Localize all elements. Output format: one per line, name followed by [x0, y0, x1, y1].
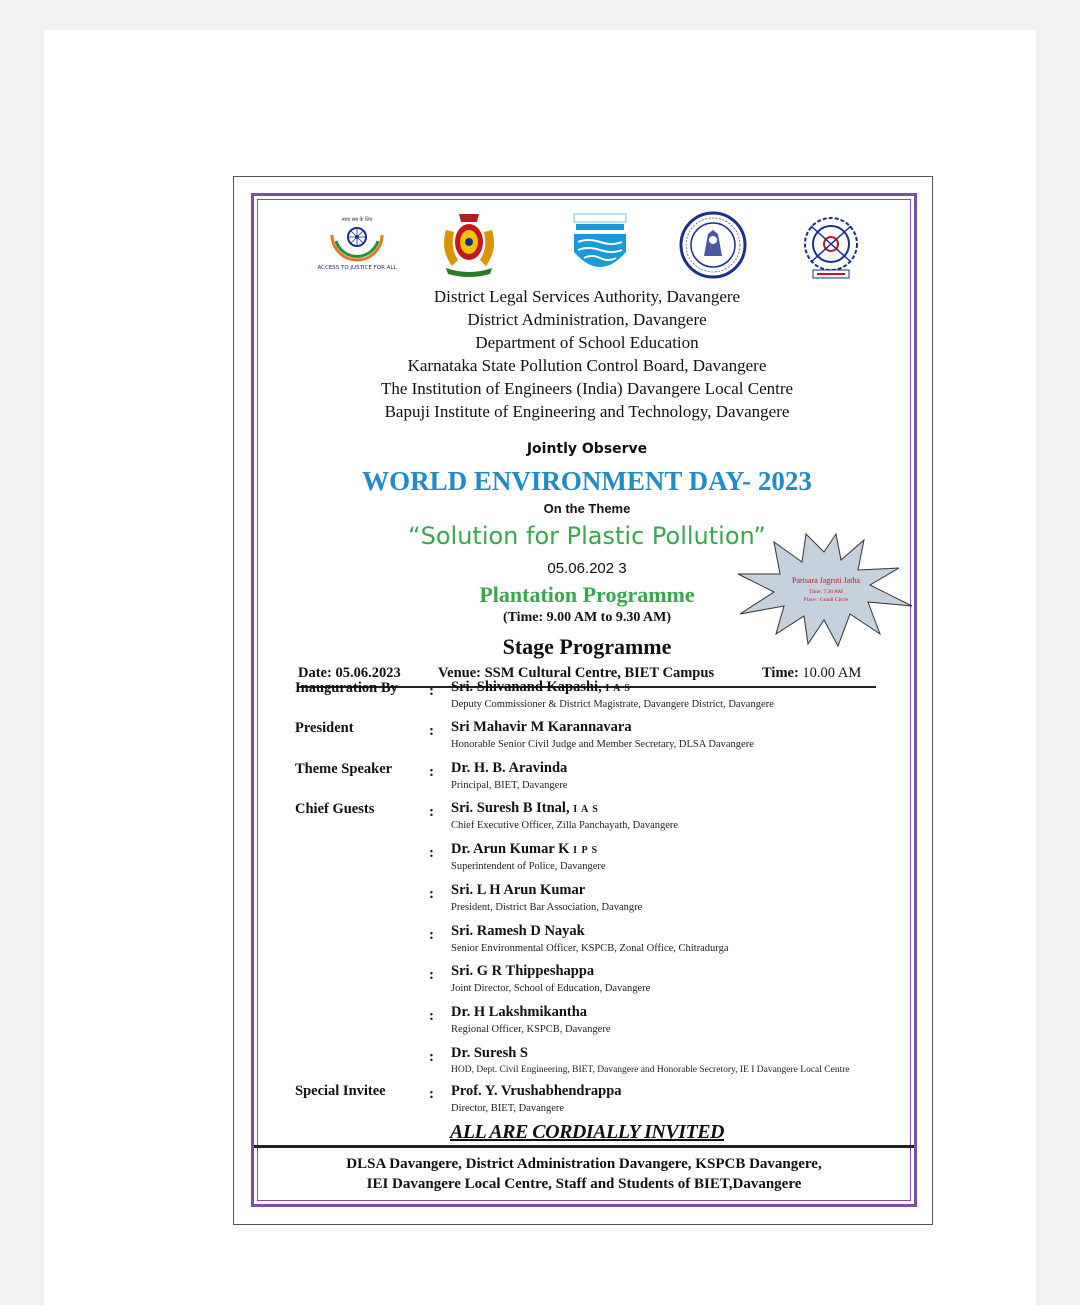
person-name: Sri. G R Thippeshappa [451, 963, 595, 979]
stage-time-value: 10.00 AM [802, 665, 862, 681]
iei-logo-icon [678, 210, 748, 280]
bottom-divider [254, 1145, 914, 1148]
person-desc: Principal, BIET, Davangere [451, 780, 568, 791]
stage-time-label: Time: [762, 665, 799, 681]
colon: : [429, 845, 434, 861]
colon: : [429, 1086, 434, 1102]
person-desc: Honorable Senior Civil Judge and Member Secretary, DLSA Davangere [451, 739, 754, 750]
colon: : [429, 764, 434, 780]
plantation-date: 05.06.202 3 [547, 560, 627, 577]
colon: : [429, 886, 434, 902]
cordially-invited: ALL ARE CORDIALLY INVITED [449, 1121, 724, 1143]
dlsa-logo-top-text: न्याय सब के लिए [341, 217, 373, 223]
organizer-line: Department of School Education [475, 333, 699, 352]
person-desc: Deputy Commissioner & District Magistrate, Davangere District, Davangere [451, 699, 774, 710]
starburst-badge [734, 530, 914, 650]
person-suffix: I P S [573, 845, 599, 856]
kspcb-logo-icon [568, 212, 632, 278]
starburst-title: Parisara Jagruti Jatha [792, 576, 860, 585]
person-name: Dr. H Lakshmikantha [451, 1004, 588, 1020]
stage-title: Stage Programme [502, 634, 672, 659]
colon: : [429, 723, 434, 739]
organizer-line: District Administration, Davangere [467, 310, 707, 329]
person-suffix: I A S [605, 683, 631, 694]
person-name [451, 679, 631, 696]
organizer-line: District Legal Services Authority, Davangere [433, 287, 741, 306]
theme-label: On the Theme [543, 501, 631, 516]
person-desc: Regional Officer, KSPCB, Davangere [451, 1024, 611, 1035]
stage-date: Date: 05.06.2023 [298, 665, 401, 681]
role-label: Theme Speaker [295, 761, 393, 777]
jointly-observe: Jointly Observe [526, 441, 648, 457]
person-name: Dr. H. B. Aravinda [451, 760, 568, 776]
colon: : [429, 1049, 434, 1065]
colon: : [429, 927, 434, 943]
karnataka-emblem-icon [434, 210, 504, 280]
colon: : [429, 804, 434, 820]
plantation-title: Plantation Programme [479, 582, 695, 607]
person-name: Prof. Y. Vrushabhendrappa [451, 1083, 622, 1099]
biet-logo-icon [799, 214, 863, 280]
footer [254, 1154, 914, 1194]
colon: : [429, 1008, 434, 1024]
event-title: WORLD ENVIRONMENT DAY- 2023 [362, 466, 812, 496]
starburst-place: Place : Gundi Circle [803, 597, 849, 603]
organizer-line: Bapuji Institute of Engineering and Technology, Davangere [384, 402, 790, 421]
purple-border-frame [251, 193, 917, 1207]
person-name-text: Sri. Shivanand Kapashi, [451, 679, 602, 695]
person-desc: Senior Environmental Officer, KSPCB, Zonal Office, Chitradurga [451, 943, 729, 954]
person-desc: Director, BIET, Davangere [451, 1103, 565, 1114]
person-suffix: I A S [573, 804, 599, 815]
footer-line: IEI Davangere Local Centre, Staff and Students of BIET,Davangere [366, 1176, 802, 1192]
organizer-line: Karnataka State Pollution Control Board, Davangere [407, 356, 767, 375]
person-name: Sri. Ramesh D Nayak [451, 923, 585, 939]
organizer-line: The Institution of Engineers (India) Davangere Local Centre [380, 379, 794, 398]
theme-text: “Solution for Plastic Pollution” [408, 522, 766, 550]
starburst-time: Time: 7.30 AM [809, 589, 843, 595]
person-name: Sri Mahavir M Karannavara [451, 719, 632, 735]
person-name [451, 841, 598, 858]
person-name: Sri. L H Arun Kumar [451, 882, 586, 898]
colon: : [429, 967, 434, 983]
role-label: Inauguration By [295, 680, 398, 696]
stage-venue: Venue: SSM Cultural Centre, BIET Campus [438, 665, 715, 681]
person-desc: Chief Executive Officer, Zilla Panchayath, Davangere [451, 820, 679, 831]
person-name-text: Dr. Arun Kumar K [451, 841, 570, 857]
person-desc: Joint Director, School of Education, Davangere [451, 983, 651, 994]
invitation-document [233, 176, 933, 1225]
person-desc: President, District Bar Association, Davangre [451, 902, 643, 913]
role-label: Special Invitee [295, 1083, 386, 1099]
person-desc: HOD, Dept. Civil Engineering, BIET, Davangere and Honorable Secretory, IE I Davangere Local Centre [451, 1065, 850, 1075]
colon: : [429, 683, 434, 699]
person-name-text: Sri. Suresh B Itnal, [451, 800, 570, 816]
role-label: President [295, 720, 354, 736]
dlsa-logo-icon [317, 211, 397, 273]
plantation-time: (Time: 9.00 AM to 9.30 AM) [502, 610, 672, 625]
stage-time [762, 665, 861, 682]
person-desc: Superintendent of Police, Davangere [451, 861, 606, 872]
person-name: Dr. Suresh S [451, 1045, 528, 1061]
page-background [44, 30, 1036, 1305]
person-name [451, 800, 599, 817]
footer-line: DLSA Davangere, District Administration Davangere, KSPCB Davangere, [346, 1156, 822, 1172]
dlsa-logo-bottom-text: ACCESS TO JUSTICE FOR ALL [317, 265, 397, 271]
role-label: Chief Guests [295, 801, 375, 817]
